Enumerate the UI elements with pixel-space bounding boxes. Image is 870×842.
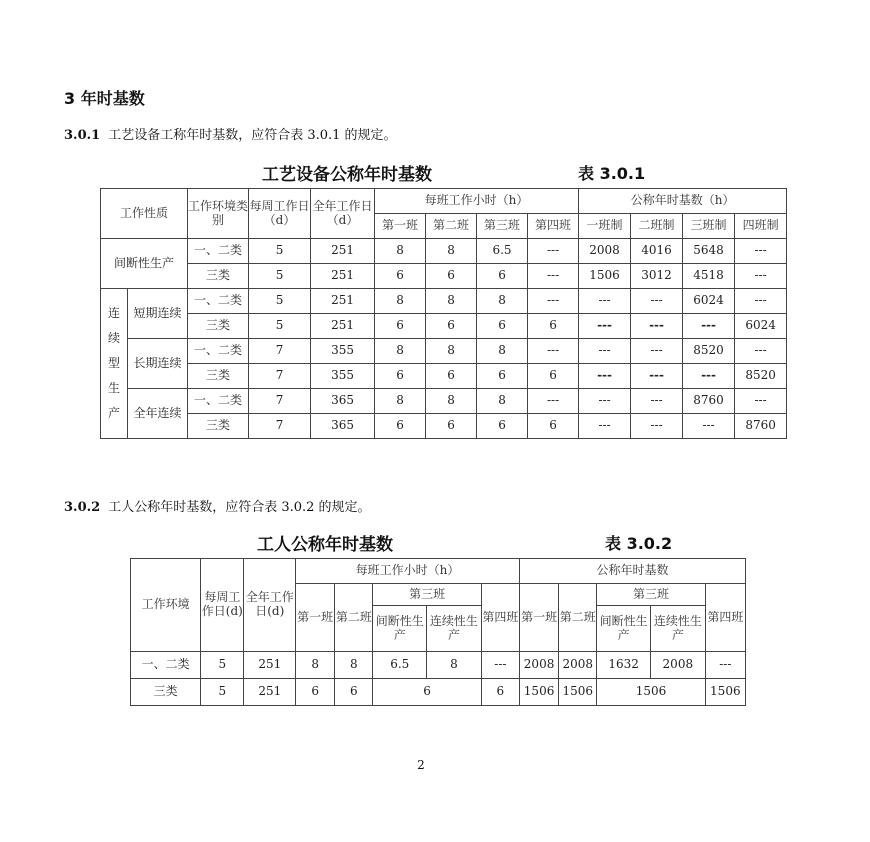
cell-h4: --- [528,389,579,414]
cell-y4: 8520 [735,364,787,389]
cell-h2: 6 [426,414,477,439]
cell-env: 三类 [131,679,201,706]
page-number: 2 [417,758,425,772]
cell-env: 一、二类 [188,239,249,264]
cell-y3: 5648 [683,239,735,264]
cell-h2: 8 [426,389,477,414]
cell-weekly-days: 5 [249,264,311,289]
table-row [101,264,787,289]
header-continuous: 连续性生产 [427,606,482,652]
cell-annual-days: 251 [311,264,375,289]
cell-h2: 8 [426,289,477,314]
cell-h3: 8 [477,389,528,414]
cell-weekly-days: 7 [249,364,311,389]
clause-3-0-2 [64,496,371,515]
header-shift4: 第四班 [481,584,519,652]
cell-y1: 1506 [579,264,631,289]
cell-h3: 6 [477,364,528,389]
cell-weekly-days: 7 [249,339,311,364]
table-row [131,679,746,706]
group-intermittent: 间断性生产 [101,239,188,289]
cell-h3: 6 [477,264,528,289]
cell-annual-days: 355 [311,364,375,389]
cell-y3: 1506 [597,679,705,706]
cell-h4: 6 [528,314,579,339]
cell-h4: 6 [528,364,579,389]
cell-h4: --- [528,264,579,289]
cell-y3: --- [683,414,735,439]
table-row [101,339,787,364]
header-environment: 工作环境类别 [188,189,249,239]
clause-text: 工人公称年时基数，应符合表 3.0.2 的规定。 [108,500,371,515]
cell-y1: 2008 [519,652,558,679]
table-row [101,239,787,264]
cell-h3: 8 [477,289,528,314]
header-annual-days: 全年工作日（d） [311,189,375,239]
cell-y3: --- [683,314,735,339]
cell-annual-days: 355 [311,339,375,364]
header-shift3: 第三班 [373,584,481,606]
vertical-char: 续 [107,331,120,345]
cell-y1: 2008 [579,239,631,264]
cell-weekly-days: 7 [249,389,311,414]
table-3-0-2 [130,558,746,706]
table-3-0-1 [100,188,787,439]
cell-h1: 8 [375,389,426,414]
cell-h1: 6 [375,364,426,389]
cell-weekly-days: 5 [249,239,311,264]
header-annual-hours: 公称年时基数（h） [579,189,787,214]
vertical-char: 连 [107,306,120,320]
cell-y2: --- [631,339,683,364]
cell-y2: --- [631,314,683,339]
header-intermittent: 间断性生产 [373,606,427,652]
table-row [101,389,787,414]
header-work-nature: 工作性质 [101,189,188,239]
table-row [101,414,787,439]
header-continuous: 连续性生产 [650,606,705,652]
header-sys4: 四班制 [735,214,787,239]
header-shift-hours: 每班工作小时（h） [296,559,520,584]
cell-y1: 1506 [519,679,558,706]
cell-annual-days: 365 [311,389,375,414]
cell-h1: 8 [375,239,426,264]
cell-y1: --- [579,364,631,389]
cell-y2: 4016 [631,239,683,264]
cell-y1: --- [579,414,631,439]
header-shift3: 第三班 [597,584,705,606]
cell-h4: --- [481,652,519,679]
table2-caption: 工人公称年时基数 [257,535,393,555]
cell-h2: 6 [335,679,373,706]
header-annual-base: 公称年时基数 [519,559,745,584]
clause-number: 3.0.1 [64,128,101,143]
cell-h2: 8 [426,239,477,264]
cell-y2: 3012 [631,264,683,289]
header-shift2: 第二班 [559,584,597,652]
cell-y3-intermittent: 1632 [597,652,651,679]
cell-y1: --- [579,314,631,339]
cell-h4: 6 [481,679,519,706]
cell-h2: 6 [426,314,477,339]
header-shift3: 第三班 [477,214,528,239]
cell-h1: 8 [375,339,426,364]
table1-caption: 工艺设备公称年时基数 [262,165,432,185]
header-shift1: 第一班 [519,584,558,652]
cell-y3: 8520 [683,339,735,364]
cell-env: 一、二类 [188,339,249,364]
header-intermittent: 间断性生产 [597,606,651,652]
vertical-char: 型 [107,356,120,370]
table-row [101,289,787,314]
cell-annual-days: 365 [311,414,375,439]
cell-h2: 8 [426,339,477,364]
cell-y1: --- [579,389,631,414]
table-row [101,314,787,339]
header-shift-hours: 每班工作小时（h） [375,189,579,214]
cell-y2: --- [631,389,683,414]
group-continuous [101,289,128,439]
header-shift2: 第二班 [426,214,477,239]
header-sys1: 一班制 [579,214,631,239]
cell-env: 三类 [188,414,249,439]
cell-y4: --- [735,339,787,364]
cell-y2: 1506 [559,679,597,706]
clause-3-0-1 [64,124,397,143]
subgroup-long: 长期连续 [128,339,188,389]
cell-env: 三类 [188,364,249,389]
cell-h3: 6 [477,414,528,439]
cell-h3: 6.5 [477,239,528,264]
cell-y2: --- [631,289,683,314]
cell-h3: 6 [373,679,481,706]
table-row [101,364,787,389]
cell-weekly-days: 5 [201,679,244,706]
section-heading: 3 年时基数 [64,89,145,108]
cell-annual-days: 251 [311,239,375,264]
cell-y3: --- [683,364,735,389]
header-shift4: 第四班 [705,584,745,652]
table-header-row [101,189,787,214]
vertical-char: 产 [107,406,120,420]
cell-y4: --- [705,652,745,679]
cell-h2: 6 [426,364,477,389]
header-shift2: 第二班 [335,584,373,652]
cell-y4: 8760 [735,414,787,439]
cell-h2: 8 [335,652,373,679]
cell-h1: 6 [375,264,426,289]
header-weekly-days: 每周工作日（d） [249,189,311,239]
table-header-row [131,559,746,584]
cell-env: 三类 [188,314,249,339]
cell-h4: --- [528,239,579,264]
cell-env: 三类 [188,264,249,289]
subgroup-full: 全年连续 [128,389,188,439]
header-shift1: 第一班 [296,584,335,652]
cell-weekly-days: 5 [249,289,311,314]
cell-annual-days: 251 [244,652,296,679]
cell-y4: 6024 [735,314,787,339]
cell-env: 一、二类 [131,652,201,679]
cell-h3-continuous: 8 [427,652,482,679]
cell-y4: --- [735,239,787,264]
cell-h3-intermittent: 6.5 [373,652,427,679]
table2-number: 表 3.0.2 [605,534,673,553]
cell-y1: --- [579,289,631,314]
cell-h1: 8 [296,652,335,679]
cell-h1: 6 [296,679,335,706]
cell-y3: 4518 [683,264,735,289]
cell-y3: 6024 [683,289,735,314]
cell-y4: --- [735,389,787,414]
cell-y2: --- [631,414,683,439]
cell-y3-continuous: 2008 [650,652,705,679]
vertical-char: 生 [107,381,120,395]
cell-h1: 6 [375,414,426,439]
header-environment: 工作环境 [131,559,201,652]
header-sys3: 三班制 [683,214,735,239]
clause-number: 3.0.2 [64,500,101,515]
cell-h3: 6 [477,314,528,339]
cell-y4: --- [735,289,787,314]
header-weekly-days: 每周工作日(d) [201,559,244,652]
cell-h4: 6 [528,414,579,439]
table1-number: 表 3.0.1 [578,164,646,183]
cell-env: 一、二类 [188,389,249,414]
clause-text: 工艺设备工称年时基数，应符合表 3.0.1 的规定。 [108,128,397,143]
header-annual-days: 全年工作日(d) [244,559,296,652]
cell-h1: 6 [375,314,426,339]
cell-y1: --- [579,339,631,364]
cell-y4: 1506 [705,679,745,706]
table-row [131,652,746,679]
cell-weekly-days: 5 [201,652,244,679]
cell-y3: 8760 [683,389,735,414]
cell-h2: 6 [426,264,477,289]
cell-weekly-days: 7 [249,414,311,439]
cell-annual-days: 251 [244,679,296,706]
cell-y2: --- [631,364,683,389]
cell-annual-days: 251 [311,289,375,314]
cell-annual-days: 251 [311,314,375,339]
header-sys2: 二班制 [631,214,683,239]
cell-env: 一、二类 [188,289,249,314]
cell-y2: 2008 [559,652,597,679]
cell-h4: --- [528,289,579,314]
cell-weekly-days: 5 [249,314,311,339]
cell-h4: --- [528,339,579,364]
cell-h3: 8 [477,339,528,364]
header-shift1: 第一班 [375,214,426,239]
header-shift4: 第四班 [528,214,579,239]
subgroup-short: 短期连续 [128,289,188,339]
cell-y4: --- [735,264,787,289]
cell-h1: 8 [375,289,426,314]
